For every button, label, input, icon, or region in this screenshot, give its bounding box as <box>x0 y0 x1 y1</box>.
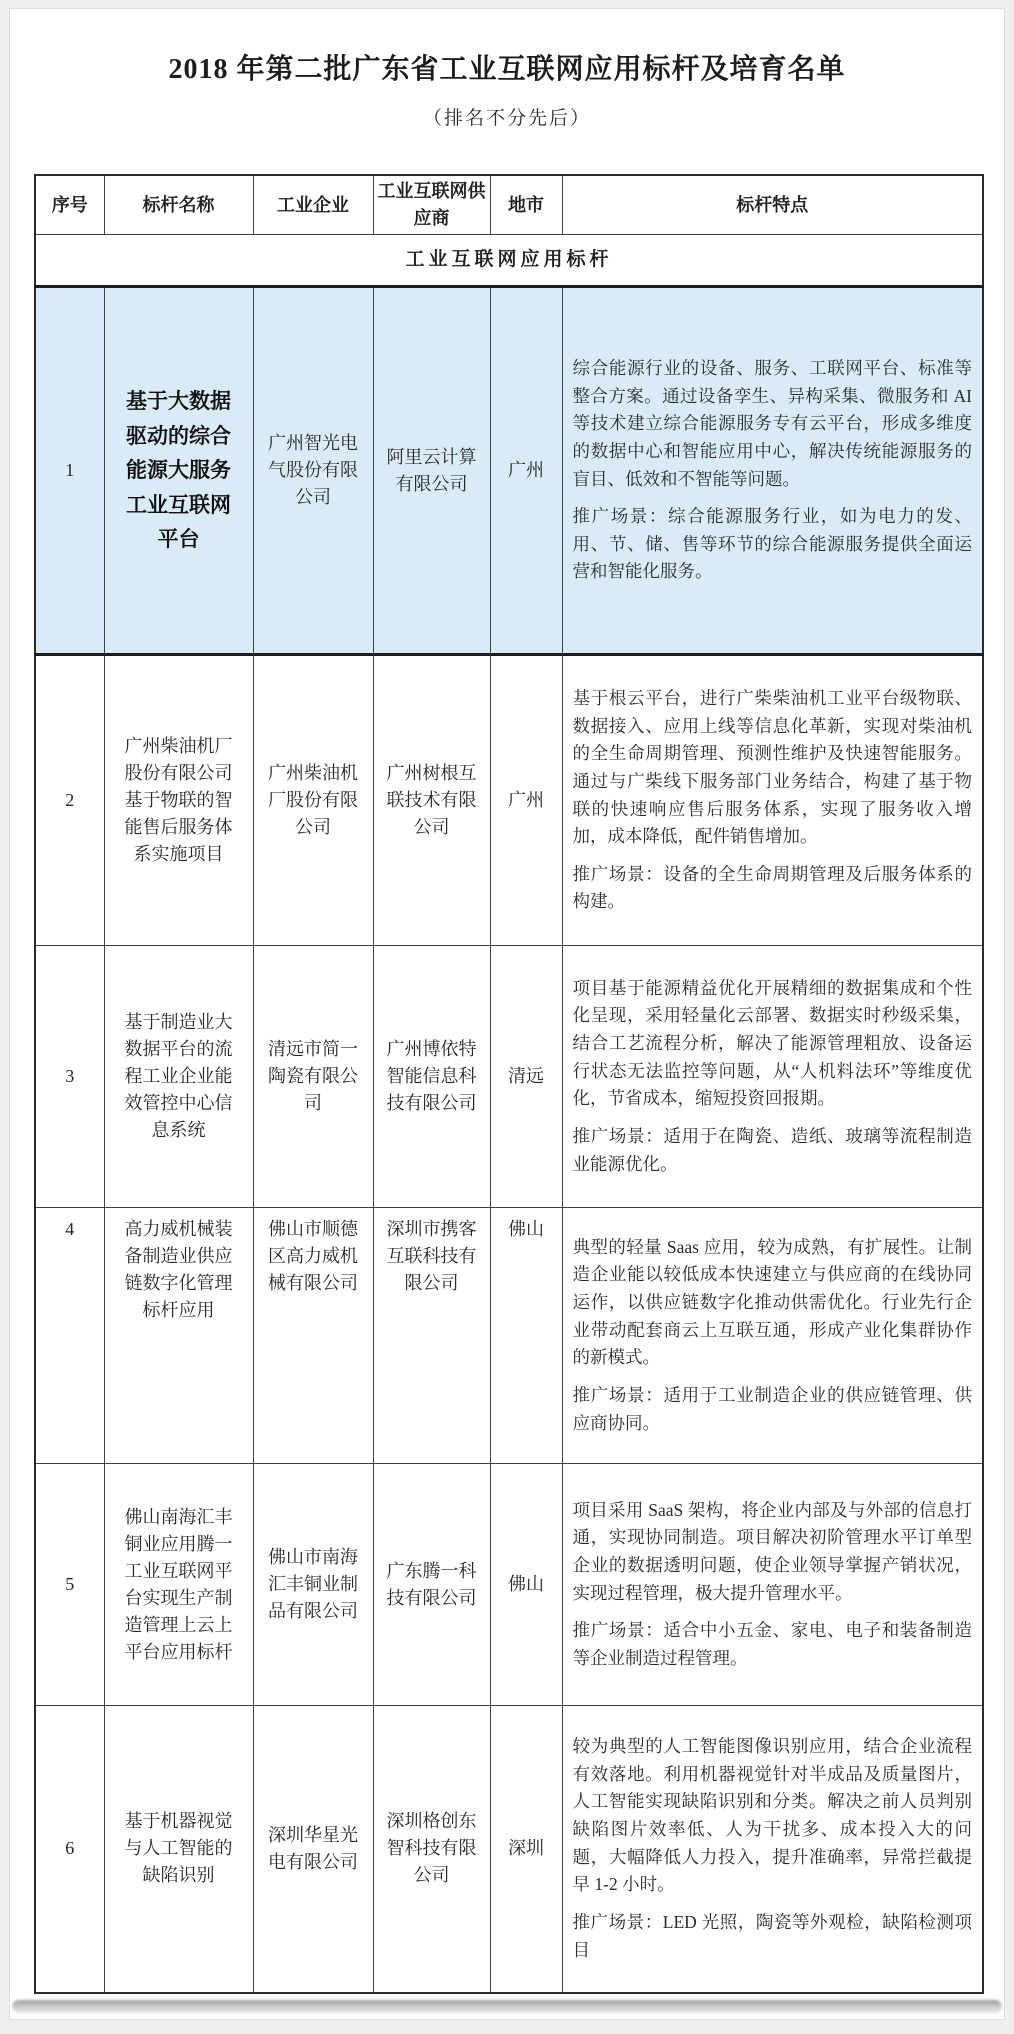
features-cell <box>562 655 983 946</box>
feature-paragraph: 较为典型的人工智能图像识别应用，结合企业流程有效落地。利用机器视觉针对半成品及质量图片，人工智能实现缺陷识别和分类。解决之前人员判别缺陷图片效率低、人为干扰多、成本投入大的问题，大幅降低人力投入，提升准确率，异常拦截提早 1-2 小时。 <box>572 1736 972 1895</box>
benchmark-name: 基于制造业大数据平台的流程工业企业能效管控中心信息系统 <box>104 946 253 1208</box>
row-number: 5 <box>35 1464 104 1706</box>
features-cell <box>562 946 983 1208</box>
page-subtitle: （排名不分先后） <box>422 108 591 129</box>
supplier: 广东腾一科技有限公司 <box>373 1464 490 1706</box>
header-enterprise: 工业企业 <box>253 175 373 235</box>
supplier: 广州树根互联技术有限公司 <box>373 655 490 946</box>
header-no: 序号 <box>35 175 104 235</box>
supplier: 深圳格创东智科技有限公司 <box>373 1706 490 1993</box>
city: 广州 <box>490 287 562 655</box>
supplier: 阿里云计算有限公司 <box>373 287 490 655</box>
row-number: 6 <box>35 1706 104 1993</box>
header-city: 地市 <box>490 175 562 235</box>
city: 广州 <box>490 655 562 946</box>
city: 佛山 <box>490 1208 562 1464</box>
feature-paragraph: 推广场景：设备的全生命周期管理及后服务体系的构建。 <box>572 863 972 912</box>
features-cell <box>562 287 983 655</box>
feature-paragraph: 项目采用 SaaS 架构，将企业内部及与外部的信息打通，实现协同制造。项目解决初阶管理水平订单型企业的数据透明问题，使企业领导掌握产销状况，实现过程管理，极大提升管理水平。 <box>572 1499 972 1603</box>
features-cell <box>562 1464 983 1706</box>
benchmark-name: 基于机器视觉与人工智能的缺陷识别 <box>104 1706 253 1993</box>
feature-paragraph: 推广场景：适用于在陶瓷、造纸、玻璃等流程制造业能源优化。 <box>572 1125 972 1174</box>
table-row <box>35 287 983 655</box>
feature-paragraph: 推广场景：LED 光照，陶瓷等外观检，缺陷检测项目 <box>572 1912 972 1960</box>
benchmark-name: 高力威机械装备制造业供应链数字化管理标杆应用 <box>104 1208 253 1464</box>
enterprise: 佛山市顺德区高力威机械有限公司 <box>253 1208 373 1464</box>
section-title: 工业互联网应用标杆 <box>35 235 983 287</box>
city: 深圳 <box>490 1706 562 1993</box>
enterprise: 清远市简一陶瓷有限公司 <box>253 946 373 1208</box>
page-bottom-shadow <box>12 2000 1002 2013</box>
feature-paragraph: 综合能源行业的设备、服务、工联网平台、标准等整合方案。通过设备孪生、异构采集、微服务和 AI 等技术建立综合能源服务专有云平台，形成多维度的数据中心和智能应用中心，解决传统能源服务的盲目、低效和不智能等问题。 <box>572 357 972 489</box>
enterprise: 深圳华星光电有限公司 <box>253 1706 373 1993</box>
table-row <box>35 1706 983 1993</box>
table-row <box>35 946 983 1208</box>
header-name: 标杆名称 <box>104 175 253 235</box>
features-cell <box>562 1208 983 1464</box>
section-row <box>35 235 983 287</box>
supplier: 深圳市携客互联科技有限公司 <box>373 1208 490 1464</box>
city: 佛山 <box>490 1464 562 1706</box>
enterprise: 广州柴油机厂股份有限公司 <box>253 655 373 946</box>
benchmark-table <box>34 174 984 1994</box>
feature-paragraph: 典型的轻量 Saas 应用，较为成熟，有扩展性。让制造企业能以较低成本快速建立与供应商的在线协同运作，以供应链数字化推动供需优化。行业先行企业带动配套商云上互联互通，形成产业化集群协作的新模式。 <box>572 1236 972 1368</box>
enterprise: 广州智光电气股份有限公司 <box>253 287 373 655</box>
header-supplier: 工业互联网供应商 <box>373 175 490 235</box>
table-row <box>35 1208 983 1464</box>
feature-paragraph: 推广场景：适用于工业制造企业的供应链管理、供应商协同。 <box>572 1384 972 1433</box>
features-cell <box>562 1706 983 1993</box>
table-row <box>35 655 983 946</box>
feature-paragraph: 推广场景：适合中小五金、家电、电子和装备制造等企业制造过程管理。 <box>572 1620 972 1668</box>
enterprise: 佛山市南海汇丰铜业制品有限公司 <box>253 1464 373 1706</box>
supplier: 广州博依特智能信息科技有限公司 <box>373 946 490 1208</box>
table-body <box>35 235 983 1993</box>
feature-paragraph: 推广场景：综合能源服务行业，如为电力的发、用、节、储、售等环节的综合能源服务提供全面运营和智能化服务。 <box>572 506 972 582</box>
city: 清远 <box>490 946 562 1208</box>
header-features: 标杆特点 <box>562 175 983 235</box>
benchmark-name: 佛山南海汇丰铜业应用腾一工业互联网平台实现生产制造管理上云上平台应用标杆 <box>104 1464 253 1706</box>
table-header <box>35 175 983 235</box>
feature-paragraph: 项目基于能源精益优化开展精细的数据集成和个性化呈现，采用轻量化云部署、数据实时秒级采集，结合工艺流程分析，解决了能源管理粗放、设备运行状态无法监控等问题，从“人机料法环”等维度优化，节省成本，缩短投资回报期。 <box>572 977 972 1109</box>
benchmark-name: 广州柴油机厂股份有限公司基于物联的智能售后服务体系实施项目 <box>104 655 253 946</box>
document-page <box>9 8 1005 2020</box>
header-row <box>35 175 983 235</box>
page-title: 2018 年第二批广东省工业互联网应用标杆及培育名单 <box>168 54 846 85</box>
table-row <box>35 1464 983 1706</box>
benchmark-name: 基于大数据驱动的综合能源大服务工业互联网平台 <box>104 287 253 655</box>
row-number: 4 <box>35 1208 104 1464</box>
row-number: 1 <box>35 287 104 655</box>
row-number: 2 <box>35 655 104 946</box>
feature-paragraph: 基于根云平台，进行广柴柴油机工业平台级物联、数据接入、应用上线等信息化革新，实现对柴油机的全生命周期管理、预测性维护及快速智能服务。通过与广柴线下服务部门业务结合，构建了基于物联的快速响应售后服务体系，实现了服务收入增加，成本降低，配件销售增加。 <box>572 687 972 847</box>
row-number: 3 <box>35 946 104 1208</box>
